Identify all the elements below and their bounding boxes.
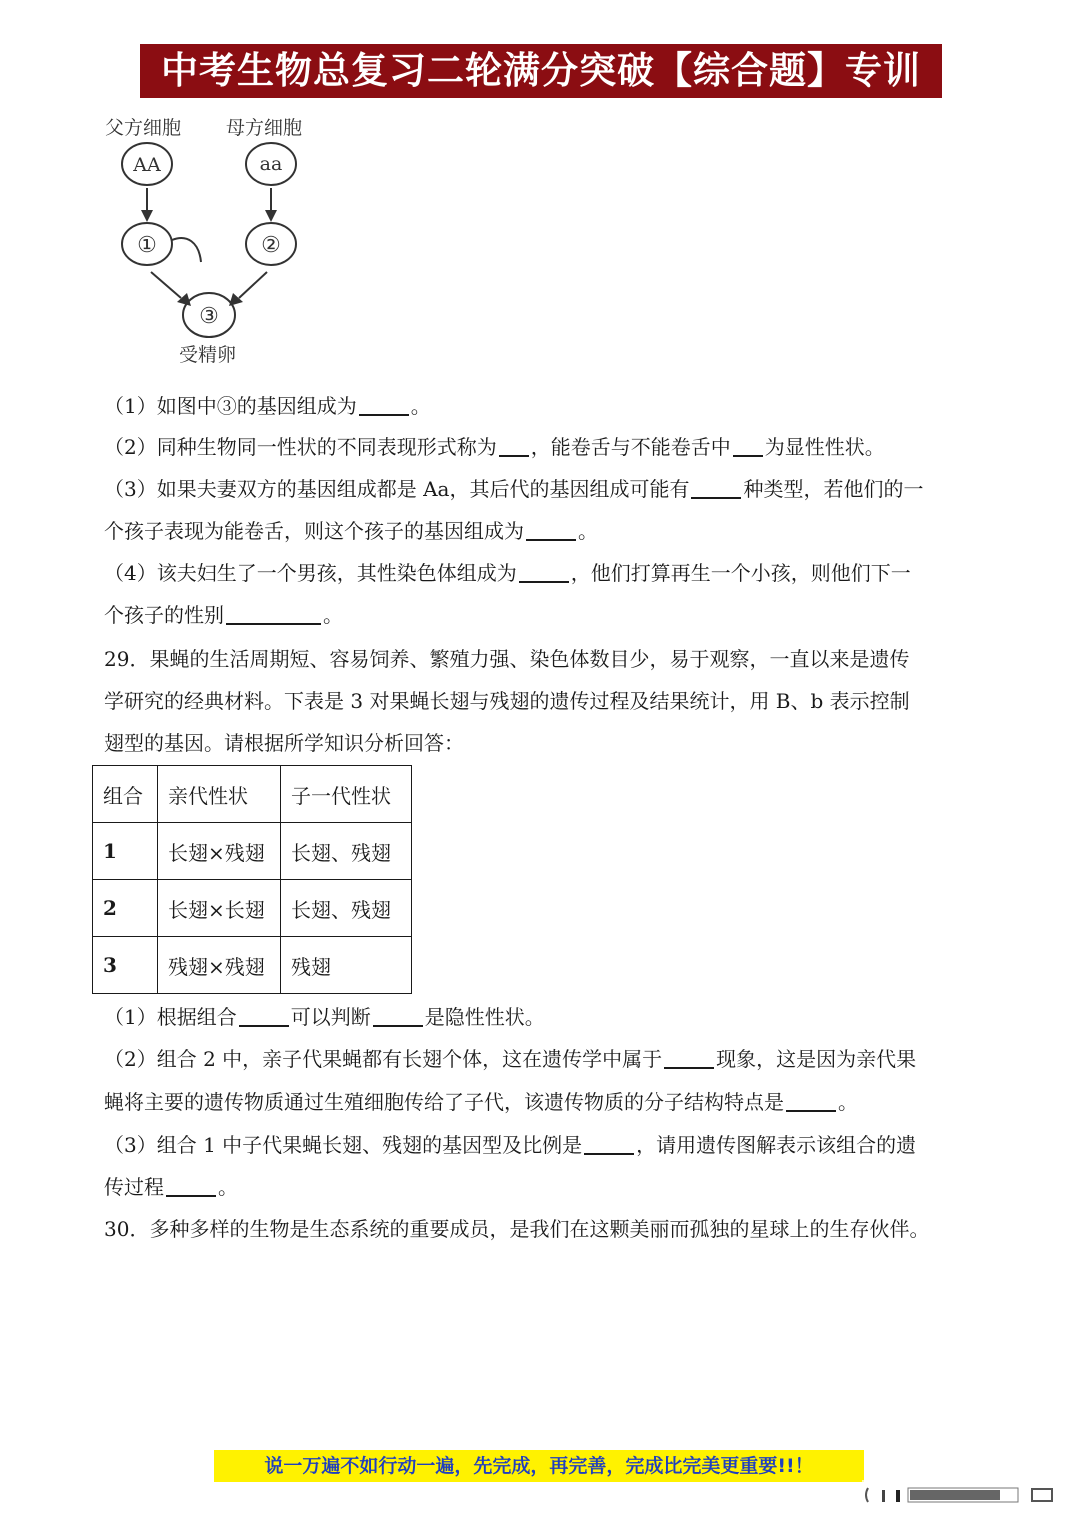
table-cell: 残翅 xyxy=(281,937,412,994)
answer-blank[interactable] xyxy=(373,1005,423,1027)
sperm-tail xyxy=(172,238,201,262)
q28-part3-end: 。 xyxy=(578,519,598,543)
header-group: 组合 xyxy=(93,766,158,823)
q29-part3-line2 xyxy=(104,1173,238,1201)
answer-blank[interactable] xyxy=(239,1005,289,1027)
table-row xyxy=(93,823,412,880)
header-parent-trait: 亲代性状 xyxy=(158,766,281,823)
table-cell: 残翅×残翅 xyxy=(158,937,281,994)
q29-intro-line1: 29．果蝇的生活周期短、容易饲养、繁殖力强、染色体数目少，易于观察，一直以来是遗传 xyxy=(104,647,910,671)
arrow-sperm-zygote xyxy=(151,272,181,298)
q28-part3-line2 xyxy=(104,517,598,545)
arrowhead-sperm xyxy=(177,293,191,306)
table-cell: 长翅×残翅 xyxy=(158,823,281,880)
q28-part1 xyxy=(104,392,431,420)
table-cell: 长翅、残翅 xyxy=(281,823,412,880)
table-cell: 长翅、残翅 xyxy=(281,880,412,937)
answer-blank[interactable] xyxy=(526,519,576,541)
node-2: ② xyxy=(261,233,281,258)
q29-part3-text2: 传过程 xyxy=(104,1175,164,1199)
node-3: ③ xyxy=(199,304,219,329)
header-offspring-trait: 子一代性状 xyxy=(281,766,412,823)
answer-blank[interactable] xyxy=(691,477,741,499)
answer-blank[interactable] xyxy=(733,435,763,457)
table-row xyxy=(93,937,412,994)
answer-blank[interactable] xyxy=(359,394,409,416)
q28-part4-line1 xyxy=(104,559,911,587)
q29-part3-end: 。 xyxy=(218,1175,238,1199)
table-cell: 2 xyxy=(93,880,158,937)
q29-part2-mid: 现象，这是因为亲代果 xyxy=(716,1047,917,1071)
arrow-egg-zygote xyxy=(239,272,267,298)
mother-cell-label: 母方细胞 xyxy=(226,117,303,139)
q28-part1-text: （1）如图中③的基因组成为 xyxy=(104,394,357,418)
fertilization-diagram xyxy=(95,110,335,375)
q29-part2-line2 xyxy=(104,1088,858,1116)
q28-part3-text: （3）如果夫妻双方的基因组成都是 Aa，其后代的基因组成可能有 xyxy=(104,477,690,501)
q28-part4-end: 。 xyxy=(323,603,343,627)
page-title: 中考生物总复习二轮满分突破【综合题】专训 xyxy=(140,44,942,98)
table-cell: 3 xyxy=(93,937,158,994)
fruit-fly-table xyxy=(92,765,412,994)
answer-blank[interactable] xyxy=(166,1175,216,1197)
q28-part3-line1 xyxy=(104,475,923,503)
q30-intro: 30．多种多样的生物是生态系统的重要成员，是我们在这颗美丽而孤独的星球上的生存伙伴。 xyxy=(104,1217,930,1241)
q29-part2-line1 xyxy=(104,1045,916,1073)
arrowhead-mother xyxy=(265,210,277,222)
viewer-toolbar xyxy=(862,1480,1062,1510)
father-genotype: AA xyxy=(133,154,161,176)
table-cell: 长翅×长翅 xyxy=(158,880,281,937)
q29-part1 xyxy=(104,1003,545,1031)
q28-part4-text2: 个孩子的性别 xyxy=(104,603,224,627)
q28-part2-mid: ，能卷舌与不能卷舌中 xyxy=(530,435,731,459)
motto-banner: 说一万遍不如行动一遍，先完成，再完善，完成比完美更重要!!！ xyxy=(214,1450,864,1482)
answer-blank[interactable] xyxy=(786,1090,836,1112)
mother-genotype: aa xyxy=(259,153,283,175)
table-header-row xyxy=(93,766,412,823)
scroll-tick-icon xyxy=(896,1490,900,1502)
q28-part2 xyxy=(104,433,885,461)
scroll-tick-icon xyxy=(882,1490,885,1502)
arrowhead-father xyxy=(141,210,153,222)
q29-part2-text2: 蝇将主要的遗传物质通过生殖细胞传给了子代，该遗传物质的分子结构特点是 xyxy=(104,1090,784,1114)
q28-part3-mid: 种类型，若他们的一 xyxy=(743,477,924,501)
q29-part1-mid: 可以判断 xyxy=(290,1005,371,1029)
q29-part1-text: （1）根据组合 xyxy=(104,1005,237,1029)
answer-blank[interactable] xyxy=(499,435,529,457)
father-cell-label: 父方细胞 xyxy=(105,117,182,139)
q29-part3-text: （3）组合 1 中子代果蝇长翅、残翅的基因型及比例是 xyxy=(104,1133,583,1157)
table-cell: 1 xyxy=(93,823,158,880)
q29-intro-line2: 学研究的经典材料。下表是 3 对果蝇长翅与残翅的遗传过程及结果统计，用 B、b 表示控制 xyxy=(104,689,910,713)
table-row xyxy=(93,880,412,937)
answer-blank[interactable] xyxy=(664,1047,714,1069)
answer-blank[interactable] xyxy=(226,603,321,625)
q29-intro-line3: 翅型的基因。请根据所学知识分析回答： xyxy=(104,731,464,755)
q29-part3-line1 xyxy=(104,1131,916,1159)
node-1: ① xyxy=(137,233,157,258)
q29-part2-text: （2）组合 2 中，亲子代果蝇都有长翅个体，这在遗传学中属于 xyxy=(104,1047,663,1071)
q28-part2-end: 为显性性状。 xyxy=(764,435,885,459)
q28-part3-text2: 个孩子表现为能卷舌，则这个孩子的基因组成为 xyxy=(104,519,524,543)
q29-part3-mid: ，请用遗传图解表示该组合的遗 xyxy=(636,1133,917,1157)
q28-part4-text: （4）该夫妇生了一个男孩，其性染色体组成为 xyxy=(104,561,517,585)
q28-part4-line2 xyxy=(104,601,343,629)
answer-blank[interactable] xyxy=(519,561,569,583)
q28-part1-end: 。 xyxy=(410,394,431,418)
q28-part2-text: （2）同种生物同一性状的不同表现形式称为 xyxy=(104,435,497,459)
scroll-thumb[interactable] xyxy=(910,1490,1000,1500)
q28-part4-mid: ，他们打算再生一个小孩，则他们下一 xyxy=(570,561,911,585)
q29-part2-end: 。 xyxy=(838,1090,858,1114)
q29-part1-end: 是隐性性状。 xyxy=(424,1005,545,1029)
answer-blank[interactable] xyxy=(584,1133,634,1155)
zygote-label: 受精卵 xyxy=(179,344,237,366)
